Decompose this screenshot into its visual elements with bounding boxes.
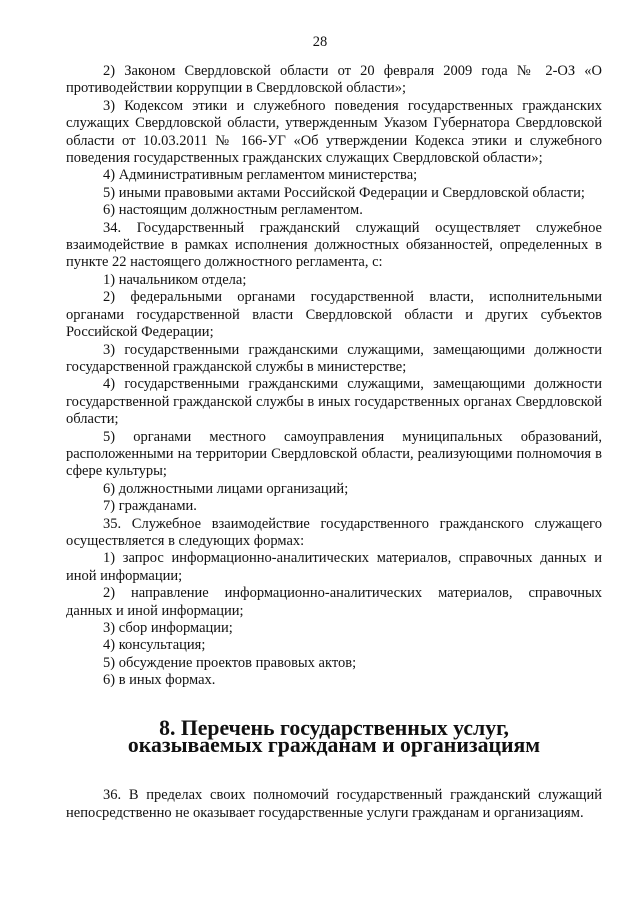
paragraph-35-item-3: 3) сбор информации; <box>103 620 233 636</box>
paragraph-35-item-2: 2) направление информационно-аналитических материалов, справочных данных и иной информации; <box>66 585 602 619</box>
section-heading: 8. Перечень государственных услуг, оказываемых гражданам и организациям <box>127 715 541 758</box>
paragraph-item-ethics-code: 3) Кодексом этики и служебного поведения государственных гражданских служащих Свердловской области, утвержденным Указом Губернатора Свердловской области от 10.03.2011 № 166-УГ «Об утверждении Кодекса этики и служебного поведения государственных гражданских служащих Свердловской области»; <box>66 97 602 167</box>
paragraph-item-law-2oz: 2) Законом Свердловской области от 20 февраля 2009 года № 2-ОЗ «О противодействии коррупции в Свердловской области»; <box>66 63 602 97</box>
paragraph-34-item-7: 7) гражданами. <box>103 498 197 515</box>
paragraph-item-admin-regulation: 4) Административным регламентом министерства; <box>103 167 418 184</box>
paragraph-35: 35. Служебное взаимодействие государственного гражданского служащего осуществляется в следующих формах: <box>66 515 602 549</box>
page-number: 28 <box>312 34 328 50</box>
paragraph-item-other-legal-acts: 5) иными правовыми актами Российской Федерации и Свердловской области; <box>103 184 585 201</box>
paragraph-34-item-6: 6) должностными лицами организаций; <box>103 480 349 497</box>
paragraph-35-item-6: 6) в иных формах. <box>103 672 216 689</box>
paragraph-35-item-5: 5) обсуждение проектов правовых актов; <box>103 654 357 671</box>
paragraph-35-item-4: 4) консультация; <box>103 637 206 654</box>
paragraph-34-item-2: 2) федеральными органами государственной власти, исполнительными органами государственной власти Свердловской области и других субъектов Российской Федерации; <box>66 289 602 341</box>
paragraph-item-this-regulation: 6) настоящим должностным регламентом. <box>103 202 363 219</box>
document-body <box>66 63 602 822</box>
paragraph-34-item-3: 3) государственными гражданскими служащими, замещающими должности государственной гражданской службы в министерстве; <box>66 341 602 375</box>
paragraph-34-item-1: 1) начальником отдела; <box>103 271 247 288</box>
paragraph-34: 34. Государственный гражданский служащий осуществляет служебное взаимодействие в рамках исполнения должностных обязанностей, определенных в пункте 22 настоящего должностного регламента, с: <box>66 219 602 271</box>
paragraph-36: 36. В пределах своих полномочий государственный гражданский служащий непосредственно не оказывает государственные услуги гражданам и организациям. <box>66 787 602 821</box>
paragraph-34-item-4: 4) государственными гражданскими служащими, замещающими должности государственной гражданской службы в иных государственных органах Свердловской области; <box>66 376 602 428</box>
paragraph-34-item-5: 5) органами местного самоуправления муниципальных образований, расположенными на территории Свердловской области, реализующими полномочия в сфере культуры; <box>66 428 602 480</box>
paragraph-35-item-1: 1) запрос информационно-аналитических материалов, справочных данных и иной информации; <box>66 550 602 584</box>
